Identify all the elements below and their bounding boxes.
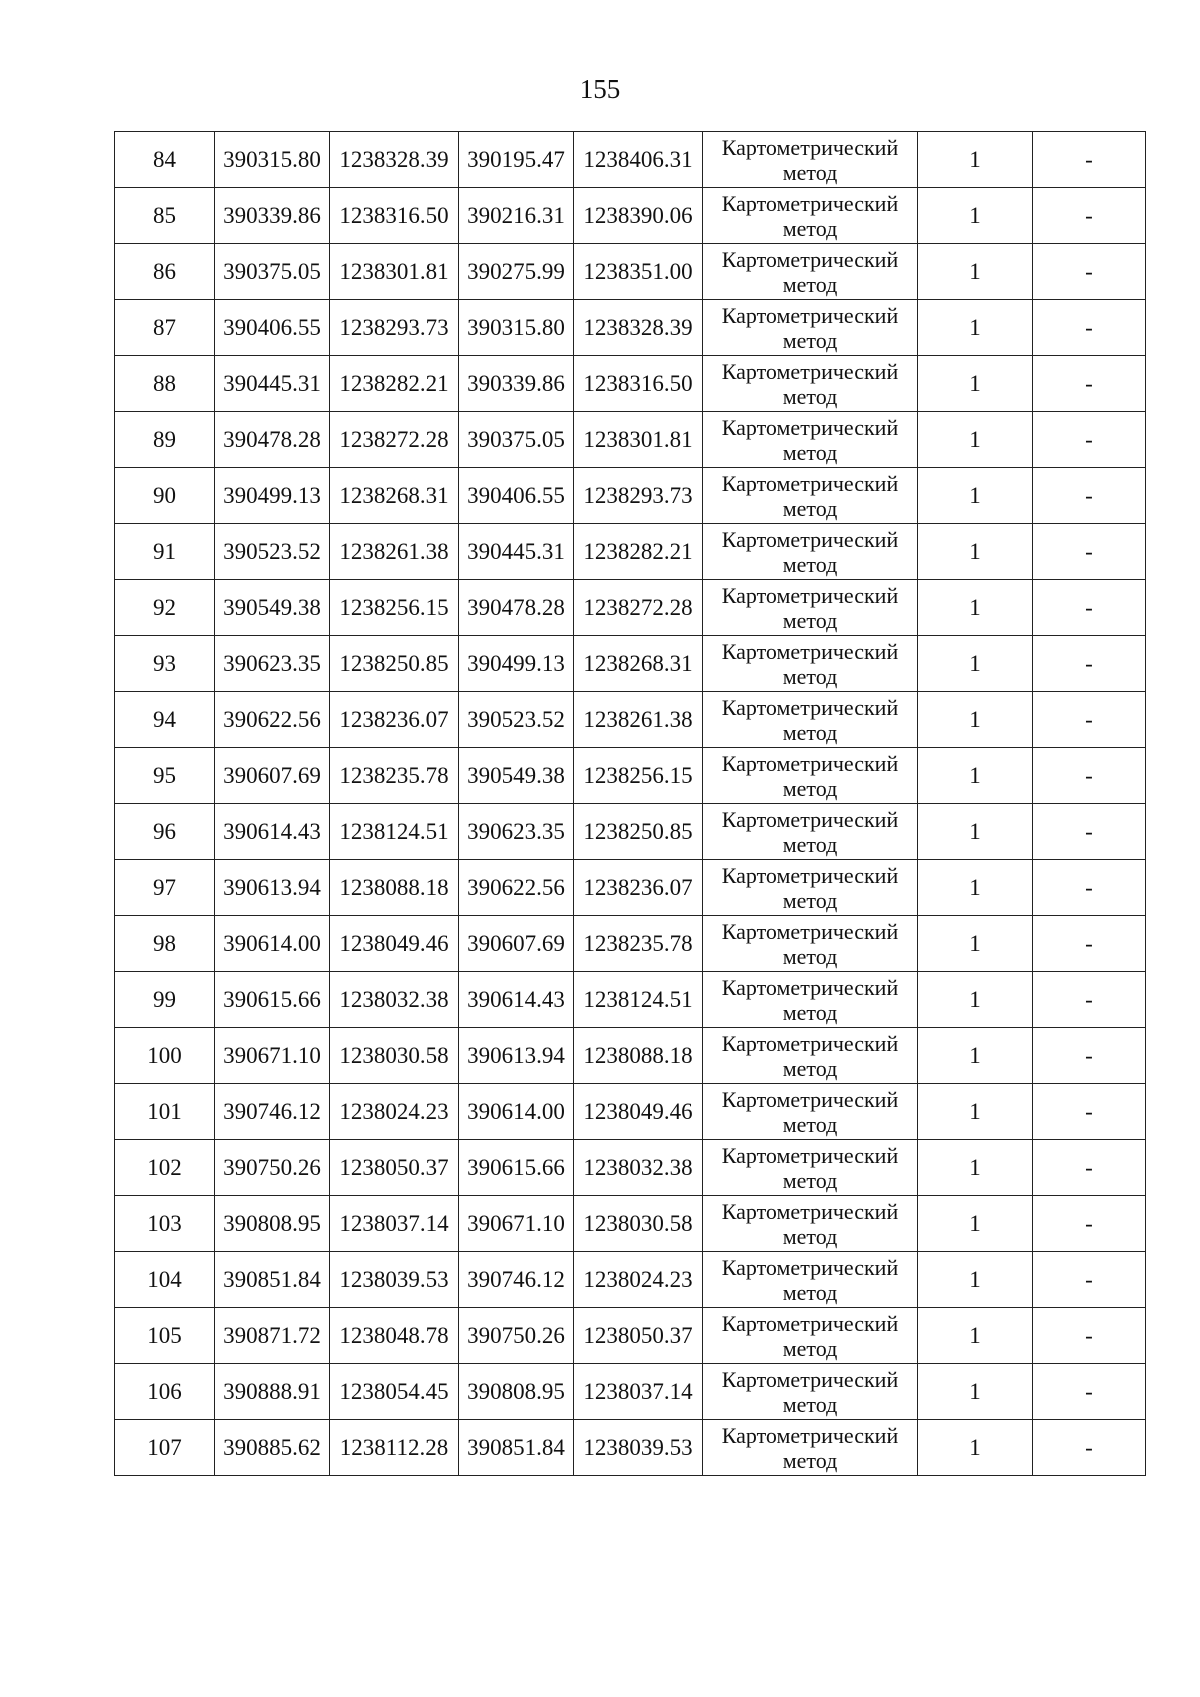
y-previous-coordinate-cell: 1238282.21 — [574, 524, 703, 580]
method-line-1: Картометрический — [721, 1422, 899, 1448]
note-cell: - — [1033, 244, 1146, 300]
accuracy-cell: 1 — [918, 580, 1033, 636]
note-cell: - — [1033, 1196, 1146, 1252]
note-cell: - — [1033, 356, 1146, 412]
x-previous-coordinate-cell: 390750.26 — [459, 1308, 574, 1364]
method-cell — [703, 1420, 918, 1476]
coordinates-table — [114, 131, 1146, 1476]
note-cell: - — [1033, 412, 1146, 468]
x-coordinate-cell: 390339.86 — [215, 188, 330, 244]
y-previous-coordinate-cell: 1238256.15 — [574, 748, 703, 804]
table-row — [115, 916, 1146, 972]
point-number-cell: 88 — [115, 356, 215, 412]
accuracy-cell: 1 — [918, 132, 1033, 188]
method-line-2: метод — [782, 663, 838, 689]
note-cell: - — [1033, 1252, 1146, 1308]
method-cell — [703, 972, 918, 1028]
y-coordinate-cell: 1238236.07 — [330, 692, 459, 748]
y-previous-coordinate-cell: 1238250.85 — [574, 804, 703, 860]
y-previous-coordinate-cell: 1238261.38 — [574, 692, 703, 748]
method-line-2: метод — [782, 383, 838, 409]
method-cell — [703, 524, 918, 580]
point-number-cell: 99 — [115, 972, 215, 1028]
point-number-cell: 86 — [115, 244, 215, 300]
x-coordinate-cell: 390614.00 — [215, 916, 330, 972]
note-cell: - — [1033, 132, 1146, 188]
x-coordinate-cell: 390406.55 — [215, 300, 330, 356]
point-number-cell: 102 — [115, 1140, 215, 1196]
accuracy-cell: 1 — [918, 1364, 1033, 1420]
y-previous-coordinate-cell: 1238039.53 — [574, 1420, 703, 1476]
point-number-cell: 95 — [115, 748, 215, 804]
y-previous-coordinate-cell: 1238088.18 — [574, 1028, 703, 1084]
y-coordinate-cell: 1238024.23 — [330, 1084, 459, 1140]
y-coordinate-cell: 1238088.18 — [330, 860, 459, 916]
x-coordinate-cell: 390851.84 — [215, 1252, 330, 1308]
table-row — [115, 1084, 1146, 1140]
y-coordinate-cell: 1238112.28 — [330, 1420, 459, 1476]
method-line-1: Картометрический — [721, 414, 899, 440]
table-row — [115, 356, 1146, 412]
point-number-cell: 89 — [115, 412, 215, 468]
method-line-2: метод — [782, 439, 838, 465]
y-coordinate-cell: 1238256.15 — [330, 580, 459, 636]
method-line-1: Картометрический — [721, 694, 899, 720]
point-number-cell: 85 — [115, 188, 215, 244]
y-previous-coordinate-cell: 1238124.51 — [574, 972, 703, 1028]
method-line-2: метод — [782, 775, 838, 801]
y-coordinate-cell: 1238268.31 — [330, 468, 459, 524]
method-line-2: метод — [782, 159, 838, 185]
note-cell: - — [1033, 748, 1146, 804]
x-coordinate-cell: 390478.28 — [215, 412, 330, 468]
method-line-1: Картометрический — [721, 526, 899, 552]
x-previous-coordinate-cell: 390613.94 — [459, 1028, 574, 1084]
accuracy-cell: 1 — [918, 244, 1033, 300]
note-cell: - — [1033, 636, 1146, 692]
table-row — [115, 188, 1146, 244]
method-line-1: Картометрический — [721, 302, 899, 328]
accuracy-cell: 1 — [918, 300, 1033, 356]
accuracy-cell: 1 — [918, 636, 1033, 692]
y-previous-coordinate-cell: 1238351.00 — [574, 244, 703, 300]
method-line-2: метод — [782, 887, 838, 913]
note-cell: - — [1033, 300, 1146, 356]
point-number-cell: 97 — [115, 860, 215, 916]
point-number-cell: 103 — [115, 1196, 215, 1252]
method-cell — [703, 244, 918, 300]
method-cell — [703, 748, 918, 804]
table-row — [115, 636, 1146, 692]
y-previous-coordinate-cell: 1238024.23 — [574, 1252, 703, 1308]
x-coordinate-cell: 390885.62 — [215, 1420, 330, 1476]
x-previous-coordinate-cell: 390607.69 — [459, 916, 574, 972]
table-row — [115, 468, 1146, 524]
note-cell: - — [1033, 916, 1146, 972]
accuracy-cell: 1 — [918, 1140, 1033, 1196]
table-row — [115, 860, 1146, 916]
y-previous-coordinate-cell: 1238301.81 — [574, 412, 703, 468]
note-cell: - — [1033, 1028, 1146, 1084]
x-coordinate-cell: 390375.05 — [215, 244, 330, 300]
x-previous-coordinate-cell: 390195.47 — [459, 132, 574, 188]
y-coordinate-cell: 1238282.21 — [330, 356, 459, 412]
method-cell — [703, 1308, 918, 1364]
point-number-cell: 92 — [115, 580, 215, 636]
method-cell — [703, 1140, 918, 1196]
x-previous-coordinate-cell: 390671.10 — [459, 1196, 574, 1252]
x-coordinate-cell: 390613.94 — [215, 860, 330, 916]
x-previous-coordinate-cell: 390549.38 — [459, 748, 574, 804]
table-row — [115, 1420, 1146, 1476]
x-previous-coordinate-cell: 390623.35 — [459, 804, 574, 860]
y-coordinate-cell: 1238301.81 — [330, 244, 459, 300]
point-number-cell: 94 — [115, 692, 215, 748]
table-row — [115, 244, 1146, 300]
point-number-cell: 91 — [115, 524, 215, 580]
table-row — [115, 524, 1146, 580]
method-line-1: Картометрический — [721, 190, 899, 216]
note-cell: - — [1033, 188, 1146, 244]
method-line-2: метод — [782, 607, 838, 633]
y-coordinate-cell: 1238054.45 — [330, 1364, 459, 1420]
y-coordinate-cell: 1238030.58 — [330, 1028, 459, 1084]
y-previous-coordinate-cell: 1238050.37 — [574, 1308, 703, 1364]
table-row — [115, 580, 1146, 636]
note-cell: - — [1033, 524, 1146, 580]
y-coordinate-cell: 1238293.73 — [330, 300, 459, 356]
x-coordinate-cell: 390622.56 — [215, 692, 330, 748]
method-cell — [703, 468, 918, 524]
x-coordinate-cell: 390445.31 — [215, 356, 330, 412]
x-previous-coordinate-cell: 390746.12 — [459, 1252, 574, 1308]
method-cell — [703, 412, 918, 468]
point-number-cell: 98 — [115, 916, 215, 972]
method-cell — [703, 1028, 918, 1084]
point-number-cell: 104 — [115, 1252, 215, 1308]
x-previous-coordinate-cell: 390622.56 — [459, 860, 574, 916]
x-coordinate-cell: 390750.26 — [215, 1140, 330, 1196]
x-coordinate-cell: 390871.72 — [215, 1308, 330, 1364]
table-row — [115, 692, 1146, 748]
x-previous-coordinate-cell: 390315.80 — [459, 300, 574, 356]
x-coordinate-cell: 390746.12 — [215, 1084, 330, 1140]
x-coordinate-cell: 390623.35 — [215, 636, 330, 692]
x-previous-coordinate-cell: 390808.95 — [459, 1364, 574, 1420]
y-coordinate-cell: 1238037.14 — [330, 1196, 459, 1252]
y-coordinate-cell: 1238049.46 — [330, 916, 459, 972]
method-cell — [703, 636, 918, 692]
method-line-1: Картометрический — [721, 862, 899, 888]
y-previous-coordinate-cell: 1238293.73 — [574, 468, 703, 524]
x-previous-coordinate-cell: 390216.31 — [459, 188, 574, 244]
method-line-2: метод — [782, 215, 838, 241]
accuracy-cell: 1 — [918, 188, 1033, 244]
y-previous-coordinate-cell: 1238037.14 — [574, 1364, 703, 1420]
x-previous-coordinate-cell: 390406.55 — [459, 468, 574, 524]
method-line-2: метод — [782, 999, 838, 1025]
method-line-1: Картометрический — [721, 750, 899, 776]
x-coordinate-cell: 390607.69 — [215, 748, 330, 804]
table-row — [115, 1140, 1146, 1196]
accuracy-cell: 1 — [918, 1252, 1033, 1308]
point-number-cell: 87 — [115, 300, 215, 356]
y-previous-coordinate-cell: 1238268.31 — [574, 636, 703, 692]
accuracy-cell: 1 — [918, 860, 1033, 916]
y-previous-coordinate-cell: 1238236.07 — [574, 860, 703, 916]
method-cell — [703, 804, 918, 860]
method-line-1: Картометрический — [721, 1366, 899, 1392]
x-coordinate-cell: 390808.95 — [215, 1196, 330, 1252]
y-coordinate-cell: 1238235.78 — [330, 748, 459, 804]
table-row — [115, 132, 1146, 188]
method-cell — [703, 692, 918, 748]
method-line-1: Картометрический — [721, 638, 899, 664]
accuracy-cell: 1 — [918, 804, 1033, 860]
point-number-cell: 93 — [115, 636, 215, 692]
y-coordinate-cell: 1238039.53 — [330, 1252, 459, 1308]
x-previous-coordinate-cell: 390614.00 — [459, 1084, 574, 1140]
method-cell — [703, 1196, 918, 1252]
method-cell — [703, 356, 918, 412]
method-line-1: Картометрический — [721, 246, 899, 272]
note-cell: - — [1033, 468, 1146, 524]
y-coordinate-cell: 1238048.78 — [330, 1308, 459, 1364]
table-row — [115, 412, 1146, 468]
accuracy-cell: 1 — [918, 1420, 1033, 1476]
table-row — [115, 748, 1146, 804]
method-cell — [703, 300, 918, 356]
accuracy-cell: 1 — [918, 916, 1033, 972]
note-cell: - — [1033, 692, 1146, 748]
accuracy-cell: 1 — [918, 1196, 1033, 1252]
method-line-2: метод — [782, 831, 838, 857]
x-coordinate-cell: 390499.13 — [215, 468, 330, 524]
table-row — [115, 972, 1146, 1028]
table-body — [115, 132, 1146, 1476]
y-previous-coordinate-cell: 1238030.58 — [574, 1196, 703, 1252]
table-row — [115, 1196, 1146, 1252]
point-number-cell: 107 — [115, 1420, 215, 1476]
accuracy-cell: 1 — [918, 412, 1033, 468]
method-cell — [703, 1252, 918, 1308]
method-line-1: Картометрический — [721, 134, 899, 160]
table-row — [115, 300, 1146, 356]
y-previous-coordinate-cell: 1238328.39 — [574, 300, 703, 356]
method-line-2: метод — [782, 1167, 838, 1193]
y-previous-coordinate-cell: 1238049.46 — [574, 1084, 703, 1140]
accuracy-cell: 1 — [918, 356, 1033, 412]
x-previous-coordinate-cell: 390523.52 — [459, 692, 574, 748]
note-cell: - — [1033, 1308, 1146, 1364]
x-coordinate-cell: 390671.10 — [215, 1028, 330, 1084]
y-coordinate-cell: 1238316.50 — [330, 188, 459, 244]
method-line-1: Картометрический — [721, 974, 899, 1000]
y-coordinate-cell: 1238250.85 — [330, 636, 459, 692]
x-previous-coordinate-cell: 390615.66 — [459, 1140, 574, 1196]
point-number-cell: 90 — [115, 468, 215, 524]
method-line-1: Картометрический — [721, 1142, 899, 1168]
note-cell: - — [1033, 1084, 1146, 1140]
method-line-1: Картометрический — [721, 1198, 899, 1224]
x-previous-coordinate-cell: 390445.31 — [459, 524, 574, 580]
y-previous-coordinate-cell: 1238316.50 — [574, 356, 703, 412]
note-cell: - — [1033, 860, 1146, 916]
method-cell — [703, 132, 918, 188]
x-coordinate-cell: 390549.38 — [215, 580, 330, 636]
method-line-2: метод — [782, 327, 838, 353]
accuracy-cell: 1 — [918, 1028, 1033, 1084]
y-coordinate-cell: 1238124.51 — [330, 804, 459, 860]
method-cell — [703, 188, 918, 244]
note-cell: - — [1033, 580, 1146, 636]
accuracy-cell: 1 — [918, 1308, 1033, 1364]
accuracy-cell: 1 — [918, 468, 1033, 524]
note-cell: - — [1033, 804, 1146, 860]
x-coordinate-cell: 390315.80 — [215, 132, 330, 188]
method-line-1: Картометрический — [721, 1254, 899, 1280]
method-cell — [703, 580, 918, 636]
method-line-2: метод — [782, 551, 838, 577]
accuracy-cell: 1 — [918, 1084, 1033, 1140]
method-line-1: Картометрический — [721, 1030, 899, 1056]
note-cell: - — [1033, 1140, 1146, 1196]
method-line-1: Картометрический — [721, 1310, 899, 1336]
note-cell: - — [1033, 972, 1146, 1028]
x-previous-coordinate-cell: 390499.13 — [459, 636, 574, 692]
point-number-cell: 106 — [115, 1364, 215, 1420]
x-previous-coordinate-cell: 390375.05 — [459, 412, 574, 468]
point-number-cell: 96 — [115, 804, 215, 860]
x-coordinate-cell: 390888.91 — [215, 1364, 330, 1420]
x-previous-coordinate-cell: 390339.86 — [459, 356, 574, 412]
y-coordinate-cell: 1238272.28 — [330, 412, 459, 468]
point-number-cell: 101 — [115, 1084, 215, 1140]
point-number-cell: 105 — [115, 1308, 215, 1364]
y-previous-coordinate-cell: 1238406.31 — [574, 132, 703, 188]
method-line-2: метод — [782, 1391, 838, 1417]
method-line-1: Картометрический — [721, 806, 899, 832]
y-previous-coordinate-cell: 1238235.78 — [574, 916, 703, 972]
method-line-2: метод — [782, 271, 838, 297]
method-cell — [703, 1364, 918, 1420]
y-coordinate-cell: 1238050.37 — [330, 1140, 459, 1196]
note-cell: - — [1033, 1420, 1146, 1476]
y-coordinate-cell: 1238328.39 — [330, 132, 459, 188]
table-row — [115, 804, 1146, 860]
accuracy-cell: 1 — [918, 972, 1033, 1028]
method-line-2: метод — [782, 1279, 838, 1305]
method-cell — [703, 916, 918, 972]
x-coordinate-cell: 390614.43 — [215, 804, 330, 860]
method-cell — [703, 860, 918, 916]
x-coordinate-cell: 390615.66 — [215, 972, 330, 1028]
y-previous-coordinate-cell: 1238272.28 — [574, 580, 703, 636]
method-line-2: метод — [782, 1055, 838, 1081]
method-line-2: метод — [782, 1111, 838, 1137]
method-line-1: Картометрический — [721, 470, 899, 496]
method-line-1: Картометрический — [721, 358, 899, 384]
y-previous-coordinate-cell: 1238032.38 — [574, 1140, 703, 1196]
method-line-2: метод — [782, 719, 838, 745]
y-coordinate-cell: 1238261.38 — [330, 524, 459, 580]
table-row — [115, 1252, 1146, 1308]
accuracy-cell: 1 — [918, 748, 1033, 804]
point-number-cell: 100 — [115, 1028, 215, 1084]
page-number: 155 — [579, 74, 621, 104]
method-line-1: Картометрический — [721, 918, 899, 944]
point-number-cell: 84 — [115, 132, 215, 188]
method-line-2: метод — [782, 1447, 838, 1473]
method-line-2: метод — [782, 943, 838, 969]
table-row — [115, 1308, 1146, 1364]
accuracy-cell: 1 — [918, 524, 1033, 580]
method-line-1: Картометрический — [721, 582, 899, 608]
method-cell — [703, 1084, 918, 1140]
x-previous-coordinate-cell: 390851.84 — [459, 1420, 574, 1476]
x-coordinate-cell: 390523.52 — [215, 524, 330, 580]
x-previous-coordinate-cell: 390478.28 — [459, 580, 574, 636]
method-line-2: метод — [782, 495, 838, 521]
x-previous-coordinate-cell: 390614.43 — [459, 972, 574, 1028]
method-line-2: метод — [782, 1335, 838, 1361]
note-cell: - — [1033, 1364, 1146, 1420]
y-previous-coordinate-cell: 1238390.06 — [574, 188, 703, 244]
x-previous-coordinate-cell: 390275.99 — [459, 244, 574, 300]
table-row — [115, 1028, 1146, 1084]
method-line-1: Картометрический — [721, 1086, 899, 1112]
accuracy-cell: 1 — [918, 692, 1033, 748]
table-row — [115, 1364, 1146, 1420]
y-coordinate-cell: 1238032.38 — [330, 972, 459, 1028]
method-line-2: метод — [782, 1223, 838, 1249]
